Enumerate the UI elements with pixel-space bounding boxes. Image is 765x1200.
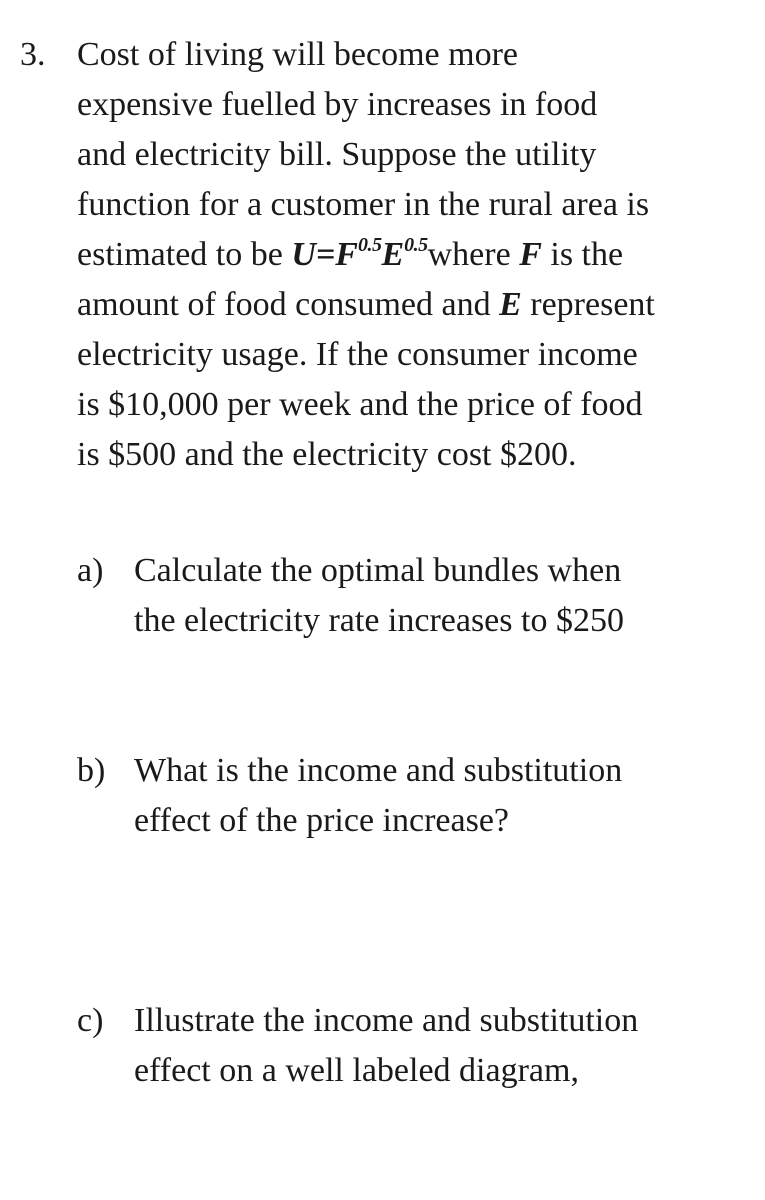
question-number: 3. [20, 36, 46, 73]
exponent-f: 0.5 [357, 234, 382, 256]
line-5-where: where [427, 236, 520, 273]
question-line-9: is $500 and the electricity cost $200. [77, 436, 577, 473]
question-line-1: Cost of living will become more [77, 36, 518, 73]
question-line-8: is $10,000 per week and the price of food [77, 386, 643, 423]
part-b-line-2: effect of the price increase? [134, 802, 510, 839]
variable-f: F [519, 236, 542, 273]
question-line-6 [77, 280, 747, 330]
question-line-3: and electricity bill. Suppose the utility [77, 136, 597, 173]
line-5-suffix: is the [550, 236, 624, 273]
part-a-line-2: the electricity rate increases to $250 [134, 602, 624, 639]
line-6-suffix: represent [530, 286, 655, 323]
question-line-7: electricity usage. If the consumer income [77, 336, 638, 373]
line-6-prefix: amount of food consumed and [77, 286, 500, 323]
part-c-line-2: effect on a well labeled diagram, [134, 1052, 579, 1089]
question-line-5 [77, 230, 747, 280]
part-c-label: c) [77, 1002, 104, 1039]
line-5-prefix: estimated to be [77, 236, 292, 273]
part-c-line-1: Illustrate the income and substitution [134, 1002, 639, 1039]
question-line-2: expensive fuelled by increases in food [77, 86, 598, 123]
utility-formula-e: E [381, 236, 405, 273]
part-b-label: b) [77, 752, 106, 789]
part-b-text [134, 746, 754, 846]
exponent-e: 0.5 [404, 234, 428, 256]
utility-formula-u: U=F [291, 236, 358, 273]
part-c-text [134, 996, 754, 1096]
part-a-line-1: Calculate the optimal bundles when [134, 552, 622, 589]
question-body [77, 30, 747, 480]
part-b-line-1: What is the income and substitution [134, 752, 623, 789]
part-a-text [134, 546, 754, 646]
part-a-label: a) [77, 552, 104, 589]
variable-e: E [499, 286, 522, 323]
question-line-4: function for a customer in the rural area is [77, 186, 650, 223]
